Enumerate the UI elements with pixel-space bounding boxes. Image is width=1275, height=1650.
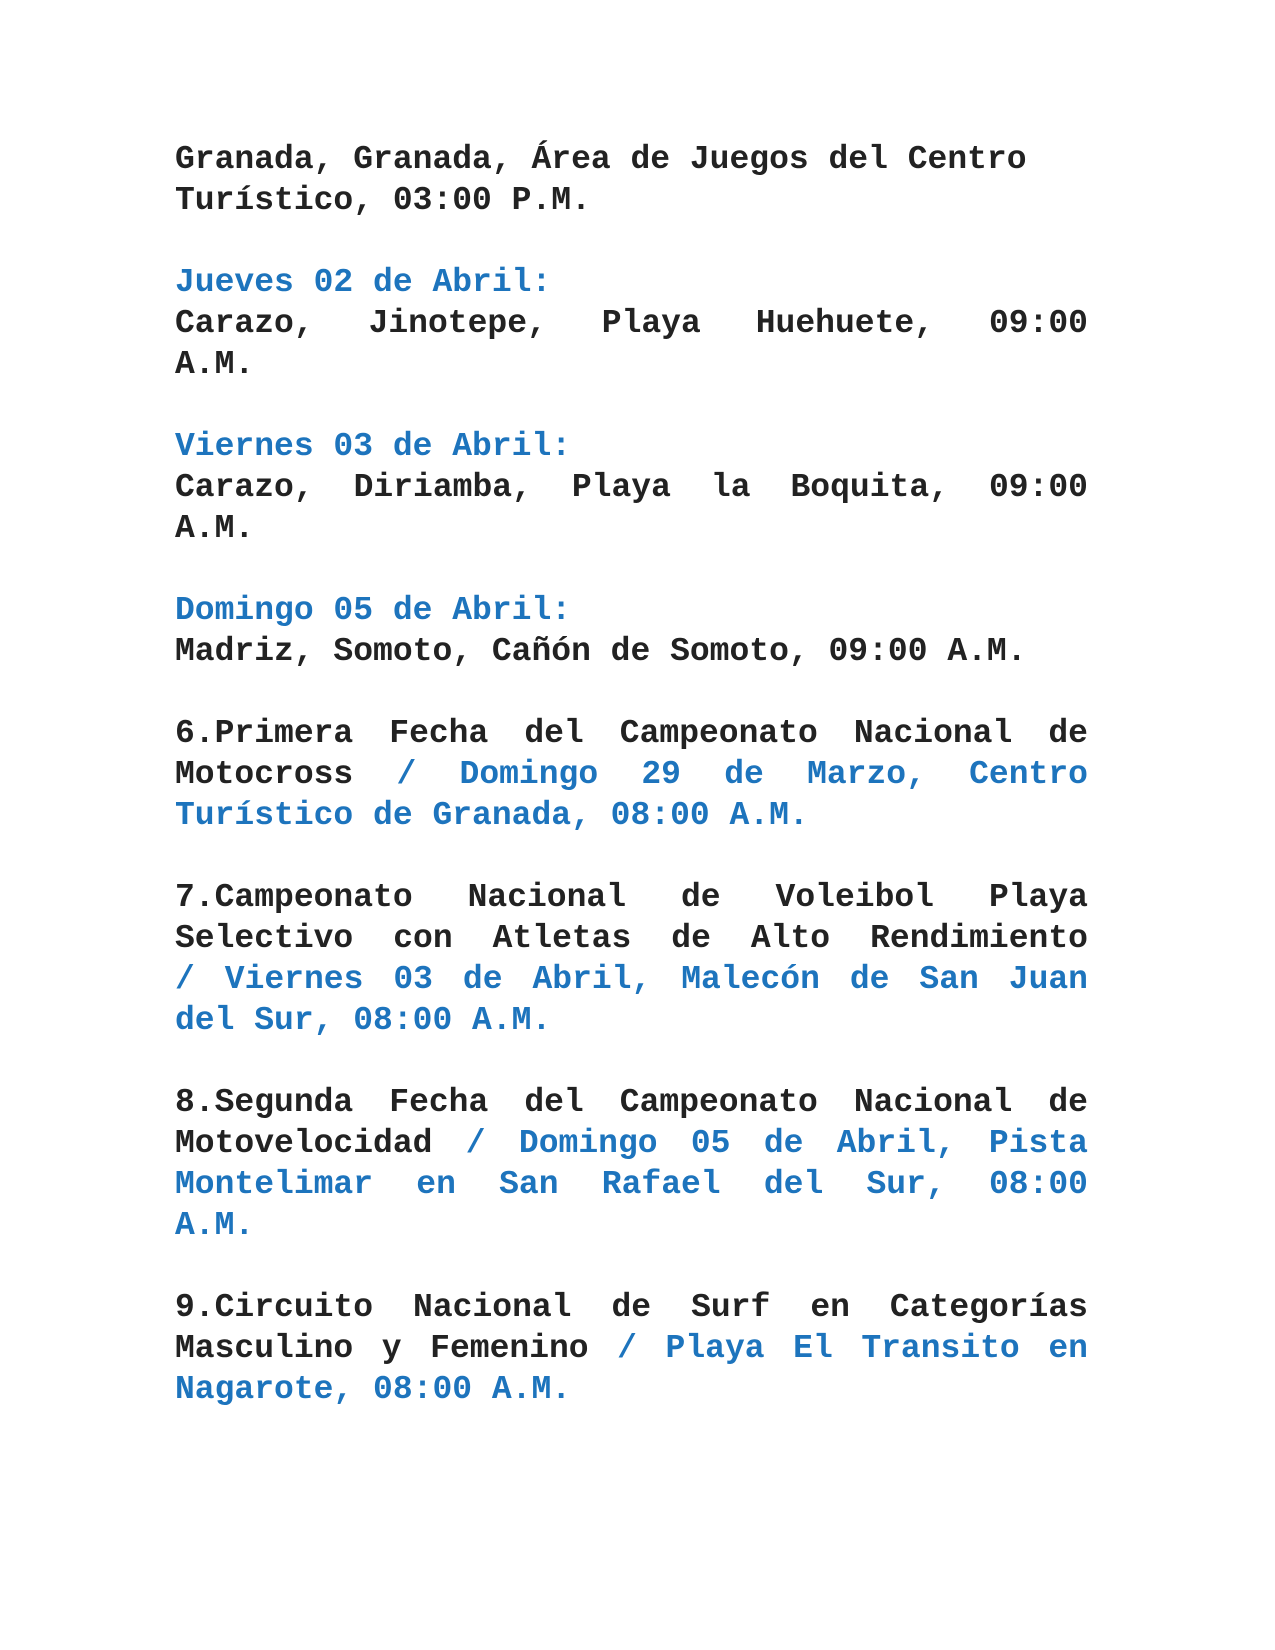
word: de: [849, 961, 890, 998]
word: del: [763, 1166, 824, 1203]
item-detail-line: A.M.: [175, 1207, 255, 1244]
word: de: [1048, 1084, 1088, 1121]
word: Nacional: [853, 1084, 1013, 1121]
word: Pista: [988, 1125, 1088, 1162]
item-detail-line: Nagarote, 08:00 A.M.: [175, 1371, 572, 1408]
word: Playa: [988, 879, 1088, 916]
item-title-line: [175, 713, 1088, 754]
word: en: [810, 1289, 850, 1326]
word: Nacional: [413, 1289, 572, 1326]
word: /: [175, 961, 195, 998]
word: 9.Circuito: [175, 1289, 374, 1326]
word: con: [393, 920, 453, 957]
word: de: [1048, 715, 1088, 752]
word: Marzo,: [807, 756, 926, 793]
word: Fecha: [389, 1084, 489, 1121]
word: 09:00: [988, 305, 1088, 342]
item-detail-line: [175, 1164, 1088, 1205]
word: 7.Campeonato: [175, 879, 413, 916]
list-item-7: [175, 877, 1088, 1041]
date-heading: Viernes 03 de Abril:: [175, 428, 572, 465]
word: Playa: [571, 469, 671, 506]
word: Rendimiento: [870, 920, 1088, 957]
word: de: [680, 879, 721, 916]
word: 29: [641, 756, 681, 793]
word: 6.Primera: [175, 715, 354, 752]
item-detail-line: [175, 959, 1088, 1000]
word: Alto: [750, 920, 831, 957]
document-page: [175, 139, 1088, 1451]
word: Abril,: [836, 1125, 956, 1162]
date-heading: Jueves 02 de Abril:: [175, 264, 552, 301]
word: /: [396, 756, 417, 793]
date-heading: Domingo 05 de Abril:: [175, 592, 572, 629]
word: Centro: [969, 756, 1088, 793]
word: de: [763, 1125, 804, 1162]
word: Nacional: [467, 879, 627, 916]
word: Categorías: [889, 1289, 1088, 1326]
event-line: A.M.: [175, 510, 255, 547]
word: Playa: [601, 305, 701, 342]
word: de: [724, 756, 764, 793]
item-title-line: [175, 918, 1088, 959]
word: Montelimar: [175, 1166, 374, 1203]
word: Boquita,: [790, 469, 949, 506]
word: San: [919, 961, 979, 998]
word: Selectivo: [175, 920, 354, 957]
word: Abril,: [532, 961, 652, 998]
event-block-viernes: [175, 426, 1088, 549]
word: la: [710, 469, 751, 506]
event-block-domingo: [175, 590, 1088, 672]
event-line: Turístico, 03:00 P.M.: [175, 182, 591, 219]
word: Malecón: [681, 961, 820, 998]
word: 03: [393, 961, 433, 998]
item-title-line: [175, 1287, 1088, 1328]
word: /: [465, 1125, 486, 1162]
word: del: [524, 1084, 584, 1121]
word: Transito: [861, 1330, 1020, 1367]
word: Playa: [665, 1330, 765, 1367]
word: Domingo: [518, 1125, 658, 1162]
word: 08:00: [988, 1166, 1088, 1203]
list-item-8: [175, 1082, 1088, 1246]
item-mixed-line: [175, 1123, 1088, 1164]
event-line: [175, 467, 1088, 508]
word: Atletas: [492, 920, 632, 957]
word: Juan: [1008, 961, 1088, 998]
item-detail-line: del Sur, 08:00 A.M.: [175, 1002, 552, 1039]
word: Campeonato: [619, 1084, 818, 1121]
word: Viernes: [224, 961, 364, 998]
word: 09:00: [988, 469, 1088, 506]
word: en: [416, 1166, 456, 1203]
item-title-line: [175, 877, 1088, 918]
word: Diriamba,: [353, 469, 532, 506]
event-line: Granada, Granada, Área de Juegos del Centro: [175, 141, 1027, 178]
item-detail-line: Turístico de Granada, 08:00 A.M.: [175, 797, 809, 834]
word: Jinotepe,: [368, 305, 547, 342]
word: Femenino: [430, 1330, 589, 1367]
item-title-line: [175, 1082, 1088, 1123]
word: Carazo,: [175, 469, 314, 506]
event-line: [175, 303, 1088, 344]
event-block-jueves: [175, 262, 1088, 385]
word: Surf: [691, 1289, 771, 1326]
event-block-granada: [175, 139, 1088, 221]
word: 05: [690, 1125, 731, 1162]
word: Sur,: [866, 1166, 946, 1203]
word: de: [611, 1289, 652, 1326]
word: El: [793, 1330, 833, 1367]
word: en: [1048, 1330, 1088, 1367]
word: Motovelocidad: [175, 1125, 433, 1162]
word: Rafael: [601, 1166, 721, 1203]
word: Motocross: [175, 756, 354, 793]
word: Nacional: [853, 715, 1013, 752]
word: Carazo,: [175, 305, 314, 342]
word: de: [462, 961, 503, 998]
item-mixed-line: [175, 1328, 1088, 1369]
word: Domingo: [459, 756, 599, 793]
word: Campeonato: [619, 715, 818, 752]
word: Huehuete,: [755, 305, 934, 342]
word: San: [499, 1166, 559, 1203]
event-line: Madriz, Somoto, Cañón de Somoto, 09:00 A.M.: [175, 633, 1027, 670]
word: de: [671, 920, 711, 957]
word: Fecha: [389, 715, 489, 752]
word: del: [524, 715, 584, 752]
list-item-6: [175, 713, 1088, 836]
word: Masculino: [175, 1330, 354, 1367]
word: 8.Segunda: [175, 1084, 354, 1121]
event-line: A.M.: [175, 346, 255, 383]
word: y: [381, 1330, 402, 1367]
item-mixed-line: [175, 754, 1088, 795]
word: Voleibol: [775, 879, 934, 916]
word: /: [617, 1330, 637, 1367]
list-item-9: [175, 1287, 1088, 1410]
